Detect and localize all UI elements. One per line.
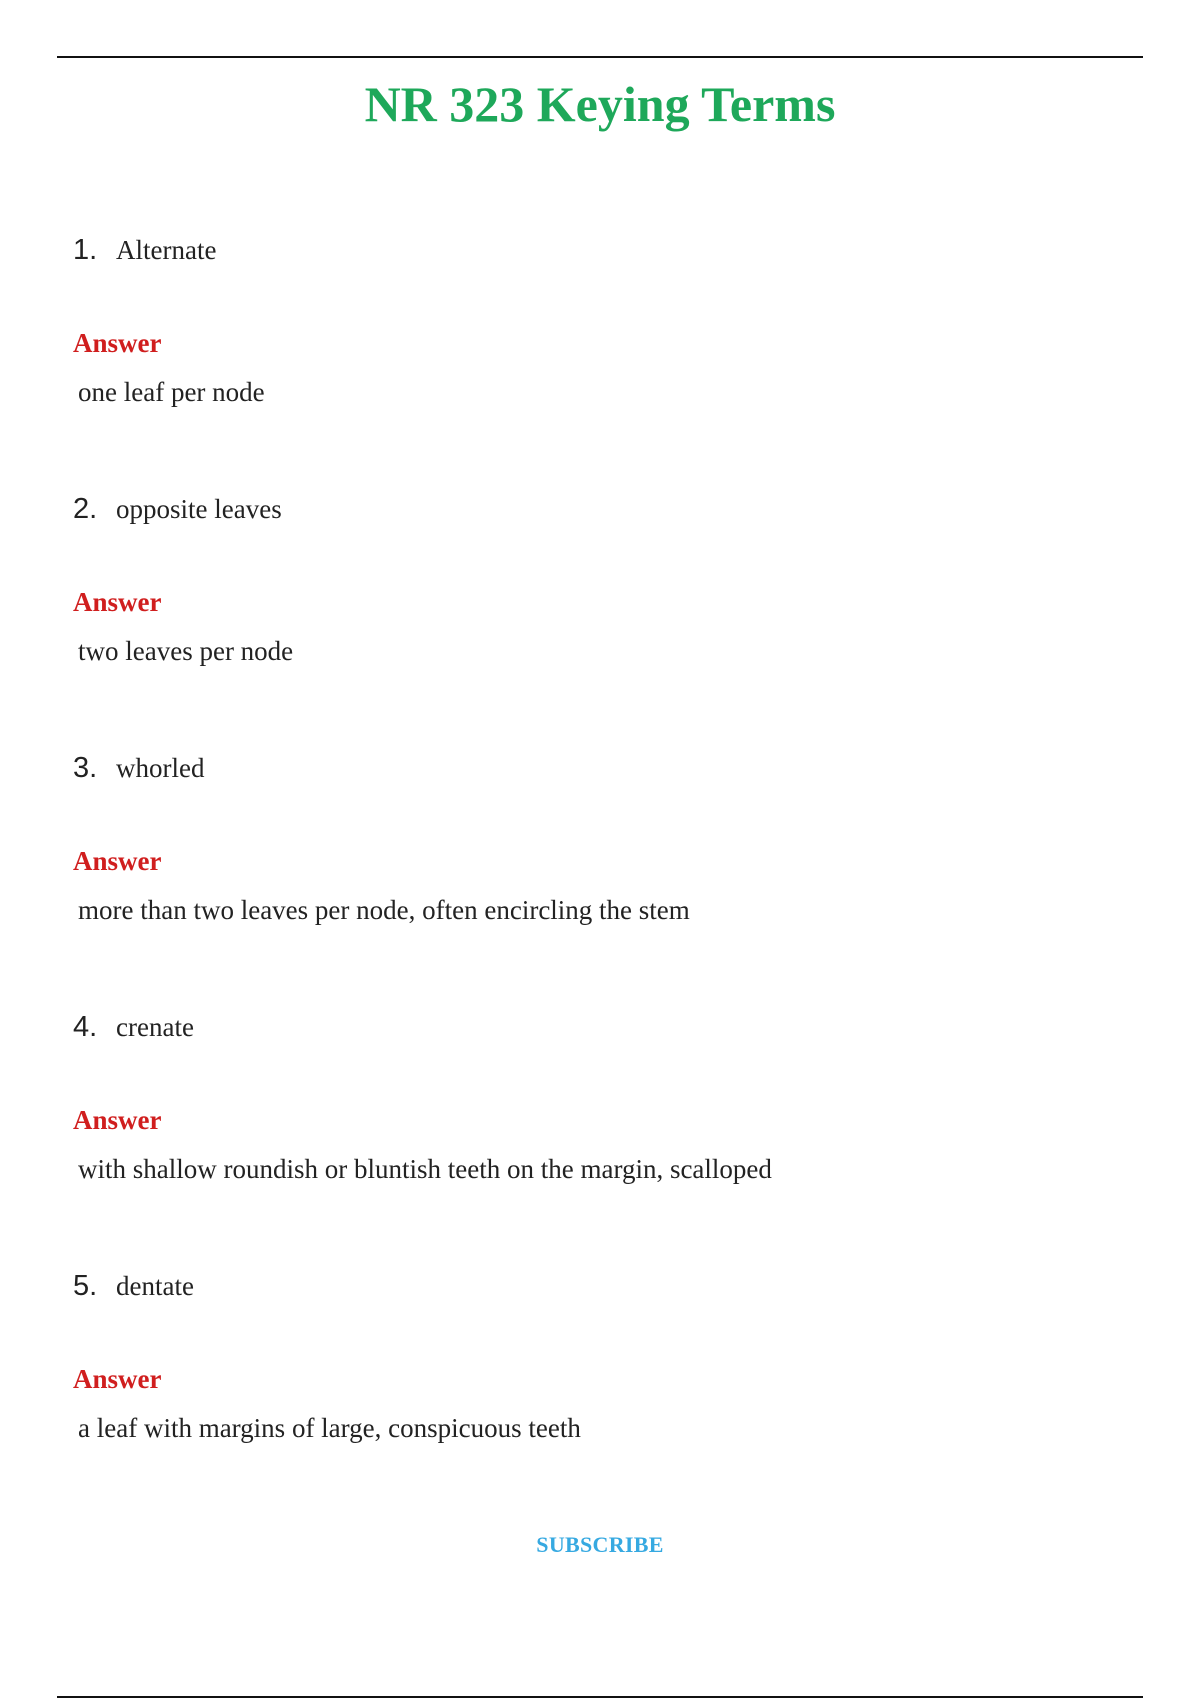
question-number: 2.: [73, 493, 98, 525]
top-divider: [57, 56, 1143, 58]
question-term: whorled: [116, 753, 205, 783]
question: [73, 230, 216, 270]
answer-label: Answer: [73, 846, 162, 876]
answer-text: one leaf per node: [78, 377, 265, 407]
answer-text: with shallow roundish or bluntish teeth on the margin, scalloped: [78, 1154, 772, 1184]
bottom-divider: [57, 1696, 1143, 1698]
page-title: NR 323 Keying Terms: [364, 76, 836, 132]
question: [73, 489, 282, 529]
answer-text: more than two leaves per node, often encircling the stem: [78, 895, 690, 925]
question-number: 1.: [73, 234, 98, 266]
question-term: crenate: [116, 1012, 194, 1042]
question-number: 4.: [73, 1011, 98, 1043]
answer-label: Answer: [73, 328, 162, 358]
question-term: dentate: [116, 1271, 194, 1301]
question-number: 3.: [73, 752, 98, 784]
answer-text: two leaves per node: [78, 636, 294, 666]
answer-label: Answer: [73, 1105, 162, 1135]
answer-label: Answer: [73, 587, 162, 617]
subscribe-link[interactable]: SUBSCRIBE: [536, 1532, 664, 1557]
question: [73, 1007, 194, 1047]
answer-label: Answer: [73, 1364, 162, 1394]
question: [73, 1266, 194, 1306]
question: [73, 748, 204, 788]
answer-text: a leaf with margins of large, conspicuous teeth: [78, 1413, 581, 1443]
question-number: 5.: [73, 1270, 98, 1302]
question-term: opposite leaves: [116, 494, 282, 524]
question-term: Alternate: [116, 235, 217, 265]
